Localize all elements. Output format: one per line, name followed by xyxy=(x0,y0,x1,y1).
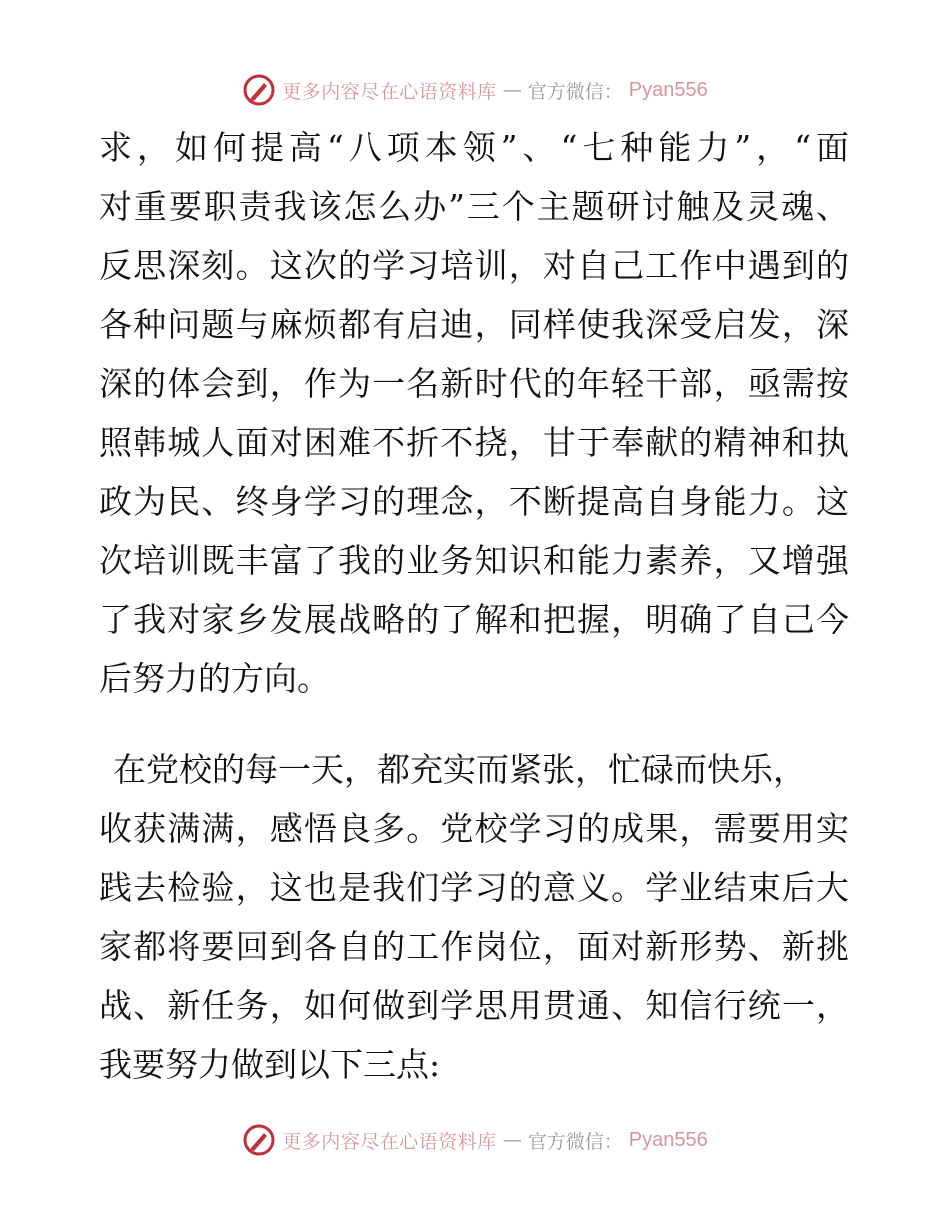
watermark-account-id: Pyan556 xyxy=(628,78,708,101)
header-watermark xyxy=(0,70,950,110)
text-line: 践去检验，这也是我们学习的意义。学业结束后大 xyxy=(99,868,849,907)
text-line: 收获满满，感悟良多。党校学习的成果，需要用实 xyxy=(99,809,849,848)
text-line: 我要努力做到以下三点: xyxy=(99,1045,441,1084)
pen-logo-icon xyxy=(242,73,276,107)
watermark-label: 官方微信： xyxy=(527,80,623,103)
pen-logo-icon xyxy=(242,1123,276,1157)
watermark-account-id: Pyan556 xyxy=(628,1128,708,1151)
text-line: 政为民、终身学习的理念，不断提高自身能力。这 xyxy=(99,482,849,521)
text-line: 家都将要回到各自的工作岗位，面对新形势、新挑 xyxy=(99,927,849,966)
paragraph xyxy=(99,740,849,1094)
text-line: 次培训既丰富了我的业务知识和能力素养，又增强 xyxy=(99,541,849,580)
text-line: 后努力的方向。 xyxy=(99,659,330,698)
text-line: 求，如何提高“八项本领”、“七种能力”，“面 xyxy=(99,128,849,167)
watermark-separator: — xyxy=(502,79,522,101)
watermark-promo-text: 更多内容尽在心语资料库 xyxy=(282,1130,497,1153)
watermark-label: 官方微信： xyxy=(527,1130,623,1153)
text-line: 反思深刻。这次的学习培训，对自己工作中遇到的 xyxy=(99,246,849,285)
text-line: 深的体会到，作为一名新时代的年轻干部，亟需按 xyxy=(99,364,849,403)
text-line: 照韩城人面对困难不折不挠，甘于奉献的精神和执 xyxy=(99,423,849,462)
text-line: 战、新任务，如何做到学思用贯通、知信行统一， xyxy=(99,986,849,1025)
footer-watermark xyxy=(0,1120,950,1160)
document-body xyxy=(99,118,849,1094)
paragraph xyxy=(99,118,849,708)
watermark-separator: — xyxy=(502,1129,522,1151)
paragraph-spacer xyxy=(99,708,849,740)
text-line: 各种问题与麻烦都有启迪，同样使我深受启发，深 xyxy=(99,305,849,344)
text-line: 对重要职责我该怎么办”三个主题研讨触及灵魂、 xyxy=(99,187,849,226)
text-line: 了我对家乡发展战略的了解和把握，明确了自己今 xyxy=(99,600,849,639)
watermark-promo-text: 更多内容尽在心语资料库 xyxy=(282,80,497,103)
text-line: 在党校的每一天，都充实而紧张，忙碌而快乐， xyxy=(113,750,806,789)
